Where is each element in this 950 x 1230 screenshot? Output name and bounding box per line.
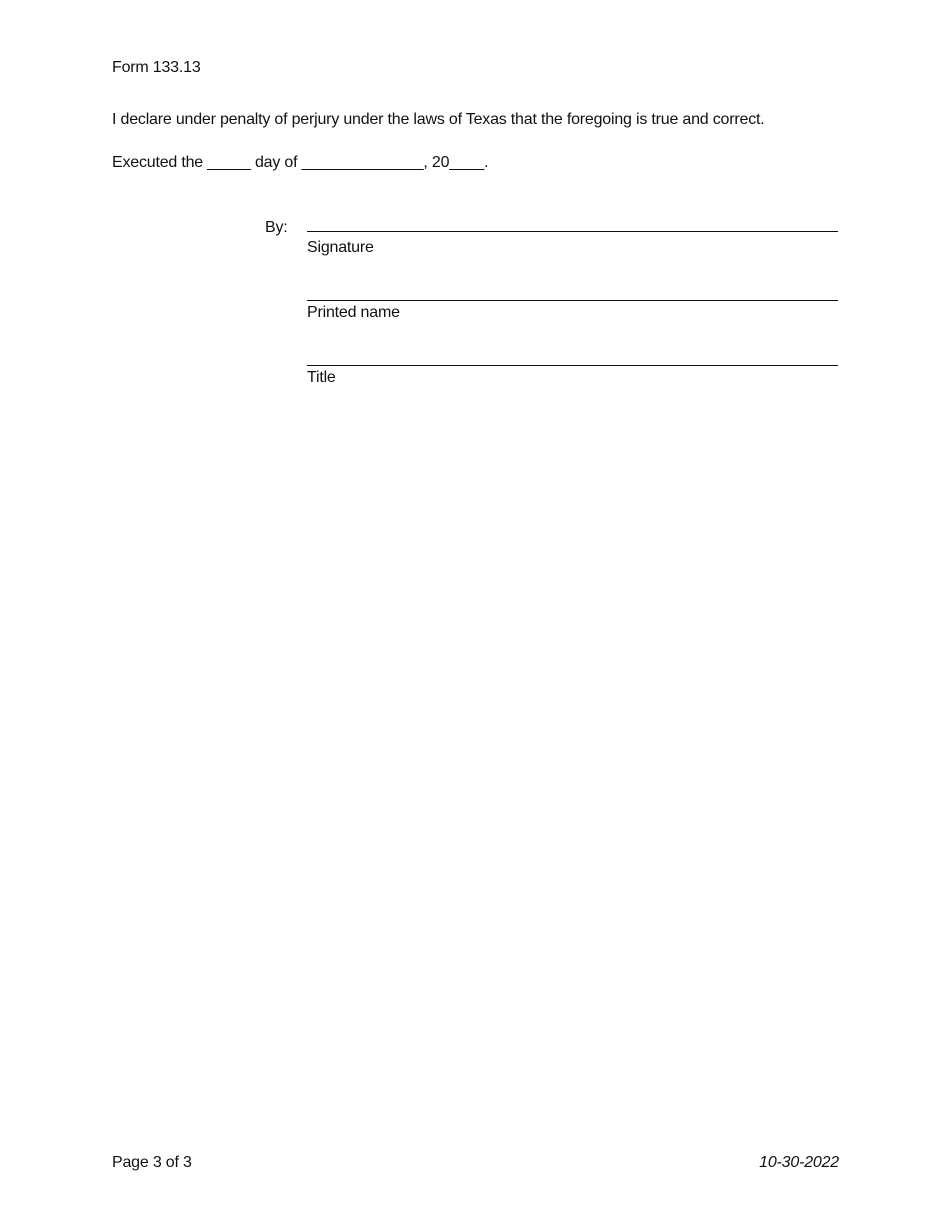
signature-label: Signature (307, 239, 374, 256)
printed-name-label: Printed name (307, 304, 400, 321)
revision-date: 10-30-2022 (759, 1154, 839, 1171)
perjury-declaration: I declare under penalty of perjury under the laws of Texas that the foregoing is true and correct. (112, 111, 765, 128)
title-line (307, 365, 838, 366)
signature-line (307, 231, 838, 232)
title-label: Title (307, 369, 336, 386)
executed-date-line: Executed the _____ day of ______________, 20____. (112, 154, 489, 171)
printed-name-line (307, 300, 838, 301)
page-number: Page 3 of 3 (112, 1154, 192, 1171)
by-label: By: (265, 219, 288, 236)
form-number: Form 133.13 (112, 59, 201, 76)
